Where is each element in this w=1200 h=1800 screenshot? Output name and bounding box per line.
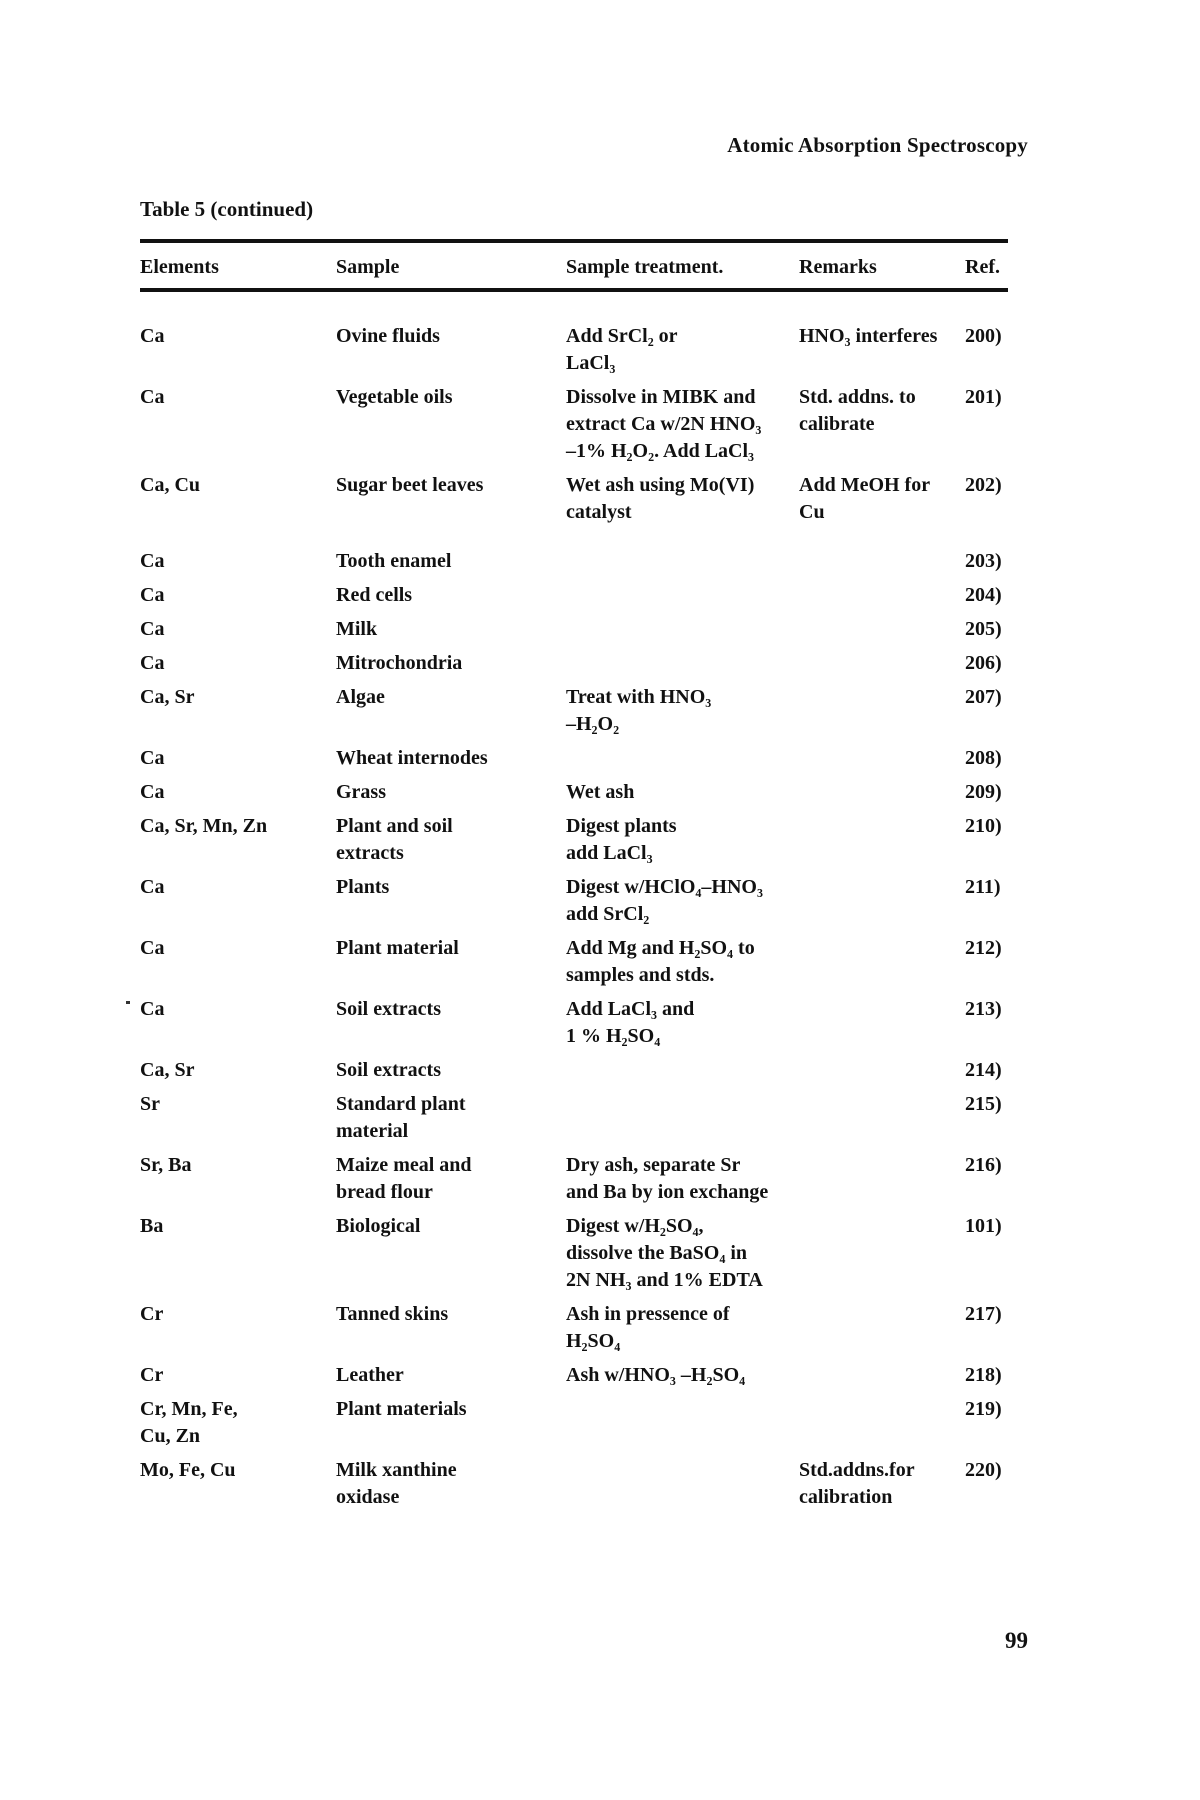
- cell-remarks: [799, 1301, 965, 1362]
- cell-sample: Tanned skins: [336, 1303, 449, 1325]
- cell-sample-treatment: Add SrCl₂ or LaCl₃: [566, 325, 678, 374]
- cell-remarks: [799, 1213, 965, 1301]
- cell-elements: Ca: [140, 325, 165, 347]
- table-row: [140, 472, 1008, 548]
- table-row: [140, 616, 1008, 650]
- cell-sample: Plant material: [336, 937, 459, 959]
- cell-sample: Biological: [336, 1215, 421, 1237]
- cell-ref: 211): [965, 876, 1001, 898]
- cell-sample-treatment: [566, 616, 799, 650]
- cell-elements: Sr, Ba: [140, 1154, 192, 1176]
- table-row: [140, 874, 1008, 935]
- cell-elements: Ca: [140, 618, 165, 640]
- cell-ref: 206): [965, 652, 1002, 674]
- cell-sample-treatment: Digest w/H₂SO₄, dissolve the BaSO₄ in 2N NH₃ and 1% EDTA: [566, 1215, 763, 1291]
- cell-sample: Mitrochondria: [336, 652, 463, 674]
- table-row: [140, 684, 1008, 745]
- cell-remarks: HNO₃ interferes: [799, 325, 938, 347]
- cell-ref: 209): [965, 781, 1002, 803]
- cell-elements: Ca, Sr: [140, 1059, 195, 1081]
- cell-remarks: [799, 1152, 965, 1213]
- cell-elements: Ca: [140, 781, 165, 803]
- cell-ref: 217): [965, 1303, 1002, 1325]
- cell-elements: Ca, Cu: [140, 474, 201, 496]
- cell-sample-treatment: Ash w/HNO₃ –H₂SO₄: [566, 1364, 746, 1386]
- table-row: [140, 1301, 1008, 1362]
- cell-sample: Leather: [336, 1364, 404, 1386]
- running-head: Atomic Absorption Spectroscopy: [727, 133, 1028, 157]
- cell-sample: Plant and soil extracts: [336, 815, 453, 864]
- column-header-remarks: Remarks: [799, 243, 965, 290]
- cell-elements: Mo, Fe, Cu: [140, 1459, 236, 1481]
- cell-sample-treatment: [566, 1396, 799, 1457]
- cell-sample-treatment: [566, 548, 799, 582]
- cell-elements: Cr: [140, 1303, 164, 1325]
- cell-elements: Ca: [140, 584, 165, 606]
- cell-ref: 207): [965, 686, 1002, 708]
- cell-ref: 215): [965, 1093, 1002, 1115]
- cell-sample-treatment: [566, 1457, 799, 1518]
- cell-ref: 216): [965, 1154, 1002, 1176]
- cell-ref: 200): [965, 325, 1002, 347]
- cell-sample: Plant materials: [336, 1398, 467, 1420]
- cell-remarks: [799, 684, 965, 745]
- cell-remarks: [799, 650, 965, 684]
- table-row: [140, 1057, 1008, 1091]
- cell-remarks: Std.addns.for calibration: [799, 1459, 915, 1508]
- column-header-sample: Sample: [336, 243, 566, 290]
- table-body: [140, 290, 1008, 1518]
- cell-elements: Cr, Mn, Fe, Cu, Zn: [140, 1398, 238, 1447]
- cell-sample: Algae: [336, 686, 385, 708]
- cell-elements: Ca: [140, 747, 165, 769]
- cell-ref: 208): [965, 747, 1002, 769]
- cell-elements: Ca: [140, 937, 165, 959]
- cell-ref: 203): [965, 550, 1002, 572]
- table-row: [140, 1362, 1008, 1396]
- cell-sample: Soil extracts: [336, 998, 441, 1020]
- cell-ref: 212): [965, 937, 1002, 959]
- cell-ref: 213): [965, 998, 1002, 1020]
- cell-sample: Milk xanthine oxidase: [336, 1459, 457, 1508]
- cell-remarks: Std. addns. to calibrate: [799, 386, 916, 435]
- cell-remarks: [799, 1362, 965, 1396]
- column-header-sample-treatment: Sample treatment.: [566, 243, 799, 290]
- table-row: [140, 384, 1008, 472]
- cell-sample: Vegetable oils: [336, 386, 453, 408]
- data-table-container: [140, 239, 1008, 1518]
- cell-sample: Sugar beet leaves: [336, 474, 484, 496]
- cell-sample-treatment: Wet ash: [566, 781, 635, 803]
- cell-sample-treatment: Dry ash, separate Sr and Ba by ion exchange: [566, 1154, 769, 1203]
- cell-remarks: [799, 745, 965, 779]
- cell-sample-treatment: Digest w/HClO₄–HNO₃ add SrCl₂: [566, 876, 763, 925]
- cell-ref: 219): [965, 1398, 1002, 1420]
- table-row: [140, 1152, 1008, 1213]
- cell-elements: Ca, Sr: [140, 686, 195, 708]
- cell-remarks: [799, 935, 965, 996]
- cell-ref: 101): [965, 1215, 1002, 1237]
- cell-sample: Ovine fluids: [336, 325, 440, 347]
- table-row: [140, 745, 1008, 779]
- cell-remarks: Add MeOH for Cu: [799, 474, 931, 523]
- cell-elements: Ca: [140, 876, 165, 898]
- cell-remarks: [799, 874, 965, 935]
- cell-remarks: [799, 616, 965, 650]
- cell-elements: Ca: [140, 652, 165, 674]
- column-header-elements: Elements: [140, 243, 336, 290]
- table-row: [140, 650, 1008, 684]
- cell-remarks: [799, 582, 965, 616]
- table-row: [140, 1396, 1008, 1457]
- cell-sample-treatment: Add Mg and H₂SO₄ to samples and stds.: [566, 937, 755, 986]
- cell-sample-treatment: [566, 1091, 799, 1152]
- table-row: [140, 1213, 1008, 1301]
- cell-elements: Ca, Sr, Mn, Zn: [140, 815, 268, 837]
- data-table: [140, 243, 1008, 1518]
- cell-sample-treatment: Digest plants add LaCl₃: [566, 815, 677, 864]
- cell-sample: Standard plant material: [336, 1093, 466, 1142]
- cell-sample-treatment: Treat with HNO₃ –H₂O₂: [566, 686, 712, 735]
- cell-sample-treatment: [566, 582, 799, 616]
- cell-ref: 214): [965, 1059, 1002, 1081]
- cell-ref: 210): [965, 815, 1002, 837]
- page-number: 99: [1005, 1628, 1028, 1653]
- table-row: [140, 548, 1008, 582]
- cell-sample: Tooth enamel: [336, 550, 452, 572]
- table-row: [140, 813, 1008, 874]
- table-header-row: [140, 243, 1008, 290]
- cell-sample-treatment: [566, 1057, 799, 1091]
- cell-remarks: [799, 1396, 965, 1457]
- cell-remarks: [799, 1057, 965, 1091]
- margin-mark: [126, 1001, 130, 1004]
- cell-elements: Ba: [140, 1215, 164, 1237]
- cell-remarks: [799, 1091, 965, 1152]
- cell-elements: Ca: [140, 550, 165, 572]
- table-row: [140, 779, 1008, 813]
- cell-remarks: [799, 996, 965, 1057]
- cell-sample-treatment: Wet ash using Mo(VI) catalyst: [566, 474, 755, 523]
- cell-sample-treatment: [566, 650, 799, 684]
- cell-elements: Ca: [140, 998, 165, 1020]
- table-caption: Table 5 (continued): [140, 197, 314, 221]
- cell-sample: Maize meal and bread flour: [336, 1154, 472, 1203]
- table-spacer-row: [140, 290, 1008, 323]
- table-row: [140, 582, 1008, 616]
- cell-sample: Milk: [336, 618, 378, 640]
- cell-remarks: [799, 779, 965, 813]
- cell-sample: Red cells: [336, 584, 413, 606]
- table-row: [140, 996, 1008, 1057]
- cell-ref: 218): [965, 1364, 1002, 1386]
- table-row: [140, 1091, 1008, 1152]
- cell-ref: 204): [965, 584, 1002, 606]
- cell-ref: 205): [965, 618, 1002, 640]
- cell-sample: Plants: [336, 876, 390, 898]
- cell-remarks: [799, 548, 965, 582]
- cell-sample: Soil extracts: [336, 1059, 441, 1081]
- cell-sample-treatment: Add LaCl₃ and 1 % H₂SO₄: [566, 998, 695, 1047]
- column-header-ref: Ref.: [965, 243, 1008, 290]
- cell-ref: 202): [965, 474, 1002, 496]
- cell-elements: Ca: [140, 386, 165, 408]
- cell-sample: Wheat internodes: [336, 747, 488, 769]
- cell-sample-treatment: Dissolve in MIBK and extract Ca w/2N HNO₃ –1% H₂O₂. Add LaCl₃: [566, 386, 762, 462]
- table-row: [140, 1457, 1008, 1518]
- cell-sample: Grass: [336, 781, 386, 803]
- cell-remarks: [799, 813, 965, 874]
- cell-elements: Cr: [140, 1364, 164, 1386]
- table-row: [140, 935, 1008, 996]
- cell-sample-treatment: Ash in pressence of H₂SO₄: [566, 1303, 730, 1352]
- cell-ref: 220): [965, 1459, 1002, 1481]
- cell-elements: Sr: [140, 1093, 160, 1115]
- table-row: [140, 323, 1008, 384]
- cell-sample-treatment: [566, 745, 799, 779]
- cell-ref: 201): [965, 386, 1002, 408]
